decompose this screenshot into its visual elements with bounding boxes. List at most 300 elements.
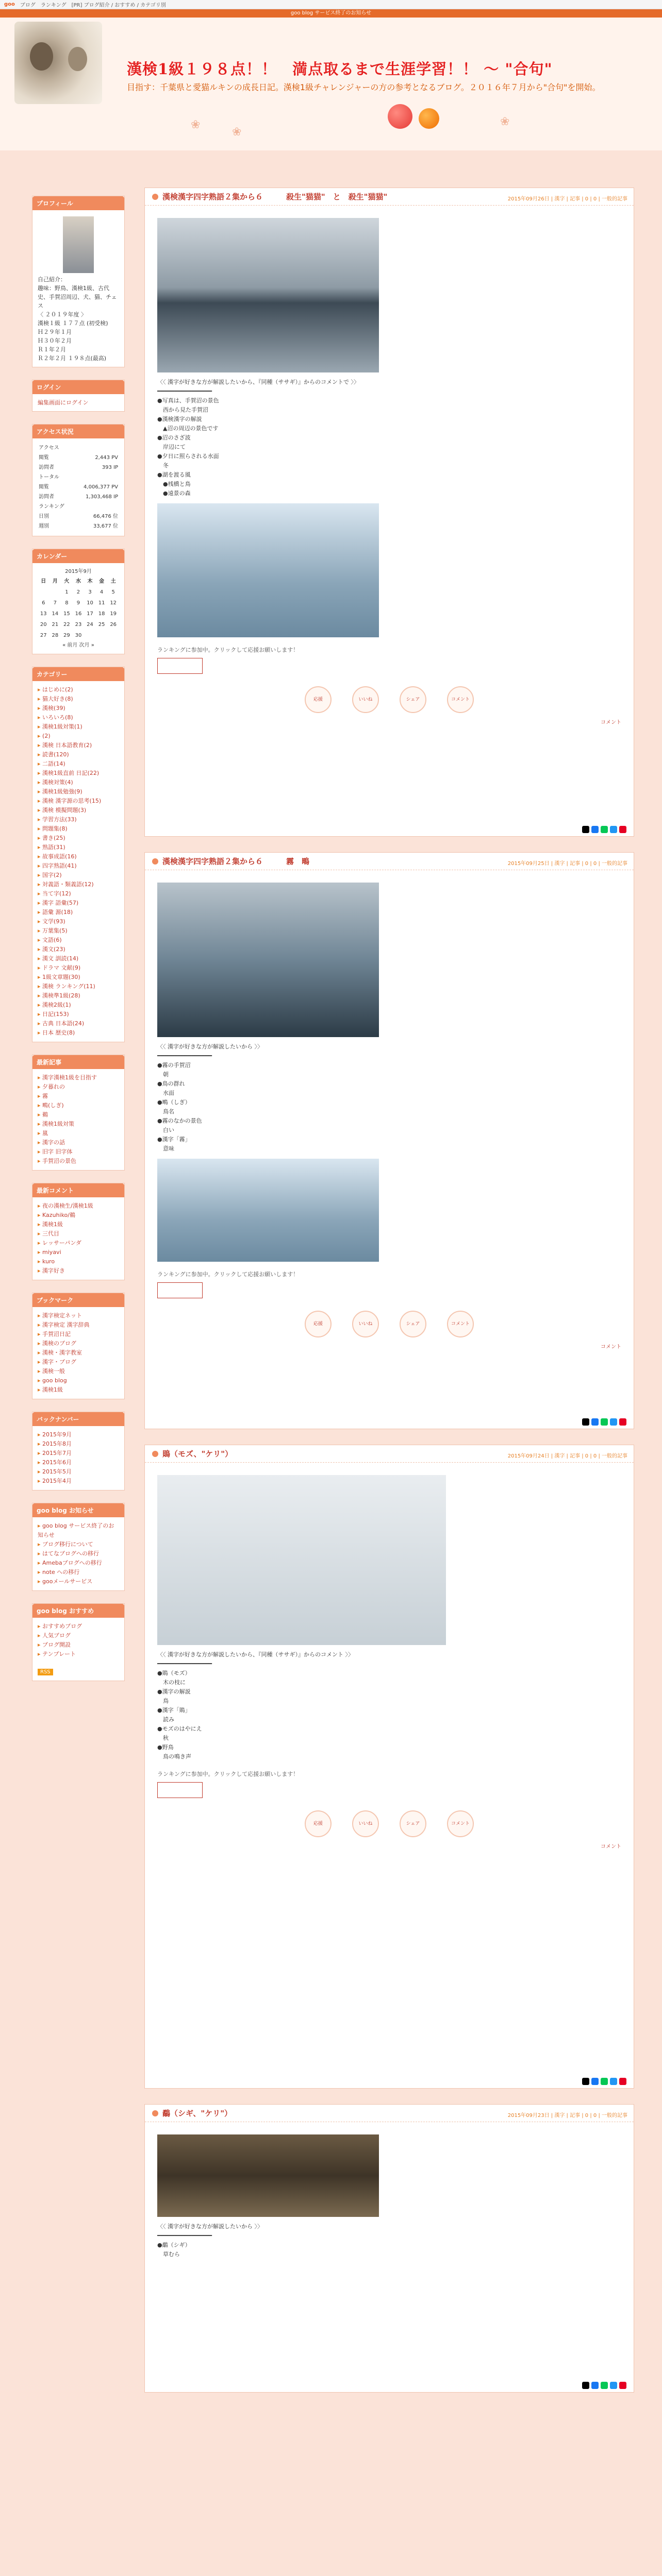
access-heading: アクセス状況 [32,425,124,438]
recent-item[interactable]: ▸ 嵐 [38,1129,119,1138]
recent-item[interactable]: ▸ 漢字の話 [38,1138,119,1147]
recent-item[interactable]: ▸ 夕暮れの [38,1082,119,1092]
recommend-box [32,1603,125,1681]
category-item[interactable]: ▸ いろいろ(8) [38,713,119,722]
backnumber-item[interactable]: ▸ 2015年6月 [38,1458,119,1467]
reaction-button[interactable]: コメント [447,1810,474,1837]
reaction-button[interactable]: 応援 [305,1311,332,1337]
category-item[interactable]: ▸ 古典 日本語(24) [38,1019,119,1028]
comment-item[interactable]: ▸ 漢検1級 [38,1220,119,1229]
recent-item[interactable]: ▸ 手賀沼の景色 [38,1157,119,1166]
profile-line: 趣味：野鳥、漢検1級、古代史、手賀沼周辺、犬、猫、チェス [38,285,117,309]
entry-text-line: 水面 [157,1090,174,1096]
ranking-banner[interactable] [157,658,203,674]
calendar-day[interactable] [49,587,61,598]
category-item[interactable]: ▸ 漢検1級対策(1) [38,722,119,732]
entry-text-line: ●野鳥 [157,1744,174,1751]
calendar-month: 2015年9月 [65,569,92,574]
category-item[interactable]: ▸ 漢文 訓読(14) [38,954,119,963]
entry-text-line: ●湖を渡る風 [157,471,191,478]
access-label: アクセス [39,445,59,451]
share-icon[interactable] [601,1418,608,1426]
recent-item[interactable]: ▸ 漢字漢検1級を目指す [38,1073,119,1082]
profile-line: Ｈ２９年１月 [38,329,72,335]
reaction-button[interactable]: コメント [447,686,474,713]
share-icon[interactable] [582,1418,589,1426]
news-heading: goo blog お知らせ [32,1503,124,1517]
entry-photo[interactable] [157,1475,446,1645]
entry-text-line: 草むら [157,2251,180,2258]
blog-entry [144,1445,634,2089]
backnumber-item[interactable]: ▸ 2015年5月 [38,1467,119,1477]
entry-photo[interactable] [157,1159,379,1262]
comment-link[interactable]: コメント [601,1344,621,1350]
comment-item[interactable]: ▸ 夜の漢検生/漢検1級 [38,1201,119,1211]
comment-item[interactable]: ▸ Kazuhiko/鵜 [38,1211,119,1220]
entry-text-line: ━━━━━━━━━━━━━━━━ [157,388,212,395]
category-item[interactable]: ▸ ドラマ 文献(9) [38,963,119,973]
access-label: 閲覧 [39,484,49,490]
calendar-day[interactable]: 4 [100,589,104,595]
entry-text-line: ●遠景の森 [157,490,191,497]
bookmark-item[interactable]: ▸ 手賀沼日記 [38,1330,119,1339]
topbar-link-blog[interactable]: ブログ [20,3,36,8]
entry-text-line: ━━━━━━━━━━━━━━━━ [157,2232,212,2239]
category-item[interactable]: ▸ 漢文(23) [38,945,119,954]
calendar-day[interactable]: 16 [75,611,82,617]
calendar-day[interactable]: 11 [98,600,105,606]
calendar-day[interactable]: 20 [40,622,47,628]
category-item[interactable]: ▸ 熟語(31) [38,843,119,852]
calendar-box [32,549,125,654]
calendar-weekday: 木 [87,579,93,584]
sidebar [32,196,125,1693]
entry-photo[interactable] [157,503,379,637]
category-item[interactable]: ▸ 漢検 ランキング(11) [38,982,119,991]
backnumber-item[interactable]: ▸ 2015年4月 [38,1477,119,1486]
calendar-weekday: 日 [41,579,46,584]
paw-icon: ❀ [232,126,242,139]
entry-title[interactable]: 漢検漢字四字熟語２集から６ 殺生"猫猫" と 殺生"猫猫" [162,192,388,201]
entry-text-line: ━━━━━━━━━━━━━━━━ [157,1660,212,1667]
category-item[interactable]: ▸ 漢検準1級(28) [38,991,119,1001]
goo-logo[interactable]: goo [4,2,15,7]
calendar-day[interactable]: 17 [87,611,93,617]
category-item[interactable]: ▸ 猫大好き(8) [38,694,119,704]
share-icon[interactable] [601,2078,608,2085]
bookmark-item[interactable]: ▸ 漢検・漢字教室 [38,1348,119,1358]
category-item[interactable]: ▸ 対義語・類義語(12) [38,880,119,889]
topbar-link-ranking[interactable]: ランキング [40,3,67,8]
category-item[interactable]: ▸ (2) [38,732,119,741]
category-item[interactable]: ▸ 万葉集(5) [38,926,119,936]
news-list [32,1517,124,1590]
reaction-button[interactable]: シェア [400,1311,426,1337]
blog-entry [144,2104,634,2393]
category-item[interactable]: ▸ 日記(153) [38,1010,119,1019]
access-label: ランキング [39,504,64,510]
calendar-nav[interactable]: « 前月 次月 » [62,642,94,648]
news-item[interactable]: ▸ goo blog サービス終了のお知らせ [38,1521,119,1540]
entry-photo[interactable] [157,218,379,372]
calendar-day[interactable]: 21 [52,622,59,628]
share-icon[interactable] [610,2382,617,2389]
profile-line: 自己紹介： [38,276,66,283]
calendar-day[interactable]: 1 [65,589,69,595]
category-item[interactable]: ▸ 漢検対策(4) [38,778,119,787]
reaction-button[interactable]: いいね [352,1810,379,1837]
goo-topbar [0,0,662,9]
reaction-button[interactable]: いいね [352,1311,379,1337]
share-icons [582,1418,626,1426]
entry-text-line: 〈〈 漢字が好きな方が解説したいから、『同種（ササギ）』からのコメント 〉〉 [157,1651,354,1658]
recent-box [32,1055,125,1171]
calendar-weekday: 月 [52,579,58,584]
calendar-weekday: 水 [75,579,81,584]
calendar-day[interactable]: 18 [98,611,105,617]
entry-text-line: ●鷸（シギ） [157,2242,191,2248]
calendar-day[interactable]: 22 [63,622,70,628]
calendar-day[interactable]: 5 [111,589,115,595]
share-icon[interactable] [582,2382,589,2389]
news-box [32,1503,125,1591]
entry-text-line: ━━━━━━━━━━━━━━━━ [157,1053,212,1059]
calendar-day[interactable]: 29 [63,633,70,638]
profile-line: Ｒ２年２月 １９８点(最高) [38,355,107,362]
news-item[interactable]: ▸ はてなブログへの移行 [38,1549,119,1558]
entry-title[interactable]: 鷸（シギ、"ケリ"） [162,2109,233,2118]
share-icon[interactable] [619,1418,626,1426]
profile-line: Ｈ３０年２月 [38,337,72,344]
blog-subtitle: 目指す：千葉県と愛猫ルキンの成長日記。漢検1級チャレンジャーの方の参考となるブログ。２０１６年７月から"合句"を開始。 [127,82,601,92]
category-item[interactable]: ▸ 当て字(12) [38,889,119,899]
calendar-day[interactable]: 7 [53,600,57,606]
entry-text-line: 読み [157,1716,174,1723]
entry-text-line: ●モズのはやにえ [157,1725,202,1732]
category-item[interactable]: ▸ 漢検 日本語教育(2) [38,741,119,750]
bookmark-item[interactable]: ▸ 漢検のブログ [38,1339,119,1348]
calendar-day[interactable]: 12 [110,600,117,606]
bookmark-heading: ブックマーク [32,1293,124,1307]
category-item[interactable]: ▸ 国字(2) [38,871,119,880]
entry-text-line: 鳥 [157,1698,169,1704]
entry-text-line: 〈〈 漢字が好きな方が解説したいから、『同種（ササギ）』からのコメントで 〉〉 [157,379,359,385]
calendar-day[interactable]: 23 [75,622,82,628]
category-item[interactable]: ▸ 語彙 源(18) [38,908,119,917]
recommend-list [32,1618,124,1663]
category-item[interactable]: ▸ 書き(25) [38,834,119,843]
bookmark-list [32,1307,124,1399]
calendar-day[interactable]: 19 [110,611,117,617]
recent-item[interactable]: ▸ 鴫(しぎ) [38,1101,119,1110]
recent-item[interactable]: ▸ 旧字 旧字体 [38,1147,119,1157]
calendar-day[interactable]: 27 [40,633,47,638]
calendar-day[interactable]: 14 [52,611,59,617]
calendar-day[interactable] [107,630,119,641]
access-value: 33,677 位 [93,523,118,529]
login-heading: ログイン [32,380,124,394]
share-icon[interactable] [610,2078,617,2085]
comment-item[interactable]: ▸ 三代目 [38,1229,119,1239]
share-icon[interactable] [591,2382,599,2389]
calendar-day[interactable]: 28 [52,633,59,638]
entry-body [145,2122,634,2266]
bookmark-item[interactable]: ▸ 漢字・ブログ [38,1358,119,1367]
comment-link[interactable]: コメント [601,720,621,725]
share-icon[interactable] [619,2078,626,2085]
reaction-buttons [157,1810,621,1837]
profile-line: Ｒ１年２月 [38,346,66,353]
category-item[interactable]: ▸ 問題集(8) [38,824,119,834]
topbar-link-pr[interactable]: [PR] ブログ紹介 / おすすめ / カテゴリ別 [71,3,166,8]
calendar-day[interactable]: 2 [76,589,80,595]
entry-text-line: ●鵙（モズ） [157,1670,191,1676]
share-icon[interactable] [591,1418,599,1426]
entry-text-line: 秋 [157,1735,169,1741]
recommend-item[interactable]: ▸ ブログ開設 [38,1640,119,1650]
profile-heading: プロフィール [32,196,124,210]
cat-photo [14,22,102,104]
backnumber-item[interactable]: ▸ 2015年7月 [38,1449,119,1458]
category-item[interactable]: ▸ 漢字 語彙(57) [38,899,119,908]
comment-list [32,1197,124,1280]
bullet-icon [152,1451,158,1457]
category-item[interactable]: ▸ 二語(14) [38,759,119,769]
recommend-item[interactable]: ▸ 人気ブログ [38,1631,119,1640]
blog-title[interactable]: 漢検1級１９８点！！ 満点取るまで生涯学習！！ ～ "合句" [127,60,553,78]
yarn-ball-icon [388,104,412,129]
calendar-day[interactable] [84,630,96,641]
category-item[interactable]: ▸ 1級文章題(30) [38,973,119,982]
category-item[interactable]: ▸ 漢検1級勉強(9) [38,787,119,796]
entry-title[interactable]: 鵙（モズ、"ケリ"） [162,1449,233,1459]
entry-text-line: ●鴫（しぎ） [157,1099,191,1106]
calendar-day[interactable]: 10 [87,600,93,606]
calendar-weekday: 火 [64,579,70,584]
comment-item[interactable]: ▸ レッサーパンダ [38,1239,119,1248]
entry-text-line: ●漢字「霧」 [157,1136,191,1143]
recommend-item[interactable]: ▸ おすすめブログ [38,1622,119,1631]
share-icon[interactable] [601,826,608,833]
share-icon[interactable] [582,826,589,833]
calendar-day[interactable]: 26 [110,622,117,628]
bookmark-item[interactable]: ▸ 漢字検定 漢字辞典 [38,1320,119,1330]
access-value: 2,443 PV [95,455,118,461]
category-item[interactable]: ▸ 漢検1級直前 日記(22) [38,769,119,778]
entry-text-line: 鳥の鳴き声 [157,1753,191,1760]
reaction-buttons [157,686,621,713]
share-icon[interactable] [591,2078,599,2085]
blog-header [0,18,662,150]
recent-item[interactable]: ▸ 鵜 [38,1110,119,1120]
entry-text-line: 〈〈 漢字が好きな方が解説したいから 〉〉 [157,2223,263,2230]
entry-title[interactable]: 漢検漢字四字熟語２集から６ 霧 鴫 [162,857,310,866]
comments-heading: 最新コメント [32,1183,124,1197]
login-link[interactable]: 編集画面にログイン [38,399,89,406]
access-label: 訪問者 [39,465,54,470]
profile-line: 漢検１級 １７７点 (初受検) [38,320,108,327]
backnumber-list [32,1426,124,1490]
reaction-button[interactable]: コメント [447,1311,474,1337]
calendar-day[interactable]: 15 [63,611,70,617]
backnumber-box [32,1412,125,1490]
share-icon[interactable] [582,2078,589,2085]
share-icon[interactable] [619,826,626,833]
entry-meta[interactable]: 2015年09月25日 | 漢字 | 記事 | 0 | 0 | 一般的記事 [507,861,627,867]
entry-text-line: ●漢字の解説 [157,1688,191,1695]
entry-meta[interactable]: 2015年09月26日 | 漢字 | 記事 | 0 | 0 | 一般的記事 [507,196,627,202]
entry-text-line: 朝 [157,1071,169,1078]
news-item[interactable]: ▸ ブログ移行について [38,1540,119,1549]
entry-text-line: ●漢字「鵙」 [157,1707,191,1714]
recent-item[interactable]: ▸ 漢検1級対策 [38,1120,119,1129]
bookmark-item[interactable]: ▸ 漢検1級 [38,1385,119,1395]
share-icons [582,2382,626,2389]
category-item[interactable]: ▸ 文語(6) [38,936,119,945]
category-list [32,681,124,1042]
news-item[interactable]: ▸ gooメールサービス [38,1577,119,1586]
comment-item[interactable]: ▸ miyavi [38,1248,119,1257]
access-table [38,443,119,532]
bookmark-item[interactable]: ▸ 漢字検定ネット [38,1311,119,1320]
category-item[interactable]: ▸ 漢検 模擬問題(3) [38,806,119,815]
ranking-text: ランキングに参加中。クリックして応援お願いします！ [157,1271,299,1278]
category-item[interactable]: ▸ 漢検 漢字源の思考(15) [38,796,119,806]
reaction-buttons [157,1311,621,1337]
calendar-weekday: 土 [110,579,116,584]
calendar-day[interactable]: 24 [87,622,93,628]
calendar-day[interactable] [96,630,108,641]
entry-text-line: ●写真は、手賀沼の景色 [157,397,219,404]
calendar-day[interactable] [38,587,49,598]
profile-avatar[interactable] [63,216,94,273]
entry-text-line: ●霧の手賀沼 [157,1062,191,1069]
entry-body [145,1463,634,1859]
comment-item[interactable]: ▸ kuro [38,1257,119,1266]
ranking-banner[interactable] [157,1282,203,1298]
category-box [32,667,125,1042]
calendar-day[interactable]: 3 [88,589,92,595]
category-item[interactable]: ▸ 日本 歴史(8) [38,1028,119,1038]
blog-entry [144,852,634,1429]
comment-item[interactable]: ▸ 漢字好き [38,1266,119,1276]
recommend-item[interactable]: ▸ テンプレート [38,1650,119,1659]
entry-body [145,870,634,1359]
category-item[interactable]: ▸ 学習方法(33) [38,815,119,824]
ranking-banner[interactable] [157,1782,203,1798]
entry-text-line: 〈〈 漢字が好きな方が解説したいから 〉〉 [157,1043,263,1050]
entry-text-line: ●桟橋と鳥 [157,481,191,487]
recent-list [32,1069,124,1170]
ranking-text: ランキングに参加中。クリックして応援お願いします！ [157,1771,299,1777]
category-item[interactable]: ▸ 漢検(39) [38,704,119,713]
comment-link[interactable]: コメント [601,1844,621,1850]
entry-text-line: 鳥名 [157,1108,174,1115]
login-box [32,380,125,412]
share-icon[interactable] [610,1418,617,1426]
entry-text-line: 岸辺にて [157,444,186,450]
share-icons [582,826,626,833]
reaction-button[interactable]: シェア [400,686,426,713]
calendar-day[interactable]: 6 [42,600,45,606]
category-item[interactable]: ▸ 四字熟語(41) [38,861,119,871]
entry-meta[interactable]: 2015年09月24日 | 漢字 | 記事 | 0 | 0 | 一般的記事 [507,1453,627,1459]
bullet-icon [152,858,158,865]
calendar-heading: カレンダー [32,549,124,563]
calendar-day[interactable]: 25 [98,622,105,628]
entry-text-line: 木の枝に [157,1679,186,1686]
news-item[interactable]: ▸ note への移行 [38,1568,119,1577]
backnumber-item[interactable]: ▸ 2015年9月 [38,1430,119,1439]
recent-heading: 最新記事 [32,1055,124,1069]
category-item[interactable]: ▸ 文学(93) [38,917,119,926]
calendar-day[interactable]: 30 [75,633,82,638]
share-icon[interactable] [610,826,617,833]
yarn-ball-icon [419,108,439,129]
share-icon[interactable] [619,2382,626,2389]
entry-body [145,206,634,735]
bookmark-box [32,1293,125,1399]
access-box [32,424,125,536]
entry-text-line: ●夕日に照らされる水面 [157,453,219,460]
category-item[interactable]: ▸ 読書(120) [38,750,119,759]
rss-link[interactable]: RSS [38,1669,53,1675]
access-label: 閲覧 [39,455,49,461]
entry-text-line: ▲沼の周辺の景色です [157,425,219,432]
access-label: トータル [39,474,59,480]
entry-text-line: ●漢検漢字の解説 [157,416,202,422]
entry-photo[interactable] [157,2134,379,2217]
calendar-day[interactable]: 13 [40,611,47,617]
blog-entry [144,188,634,837]
profile-box [32,196,125,367]
reaction-button[interactable]: いいね [352,686,379,713]
profile-line: 〈 ２０１９年度 〉 [38,311,87,318]
share-icon[interactable] [601,2382,608,2389]
entry-text-line: 冬 [157,462,169,469]
share-icon[interactable] [591,826,599,833]
reaction-button[interactable]: 応援 [305,686,332,713]
entry-text-line: ●鳥の群れ [157,1080,185,1087]
calendar-day[interactable]: 9 [76,600,80,606]
category-item[interactable]: ▸ 漢検2級(1) [38,1001,119,1010]
access-value: 66,476 位 [93,514,118,519]
news-item[interactable]: ▸ Amebaブログへの移行 [38,1558,119,1568]
entry-text-line: ●霧のなかの景色 [157,1117,202,1124]
recent-item[interactable]: ▸ 霧 [38,1092,119,1101]
reaction-button[interactable]: シェア [400,1810,426,1837]
access-value: 1,303,468 IP [85,494,118,500]
category-item[interactable]: ▸ 故事成語(16) [38,852,119,861]
entry-photo[interactable] [157,883,379,1037]
entry-meta[interactable]: 2015年09月23日 | 漢字 | 記事 | 0 | 0 | 一般的記事 [507,2113,627,2119]
backnumber-item[interactable]: ▸ 2015年8月 [38,1439,119,1449]
category-item[interactable]: ▸ はじめに(2) [38,685,119,694]
ranking-text: ランキングに参加中。クリックして応援お願いします！ [157,647,299,653]
bookmark-item[interactable]: ▸ goo blog [38,1376,119,1385]
reaction-button[interactable]: 応援 [305,1810,332,1837]
bookmark-item[interactable]: ▸ 漢検一般 [38,1367,119,1376]
entry-text-line: 白い [157,1127,174,1133]
access-value: 4,006,377 PV [84,484,118,490]
entry-text-line: ●沼のさざ波 [157,434,191,441]
paw-icon: ❀ [191,118,201,131]
main-content [144,188,634,2408]
service-notice[interactable]: goo blog サービス終了のお知らせ [0,9,662,18]
calendar-day[interactable]: 8 [65,600,69,606]
calendar-table [38,576,119,641]
entry-text-line: 意味 [157,1145,174,1152]
